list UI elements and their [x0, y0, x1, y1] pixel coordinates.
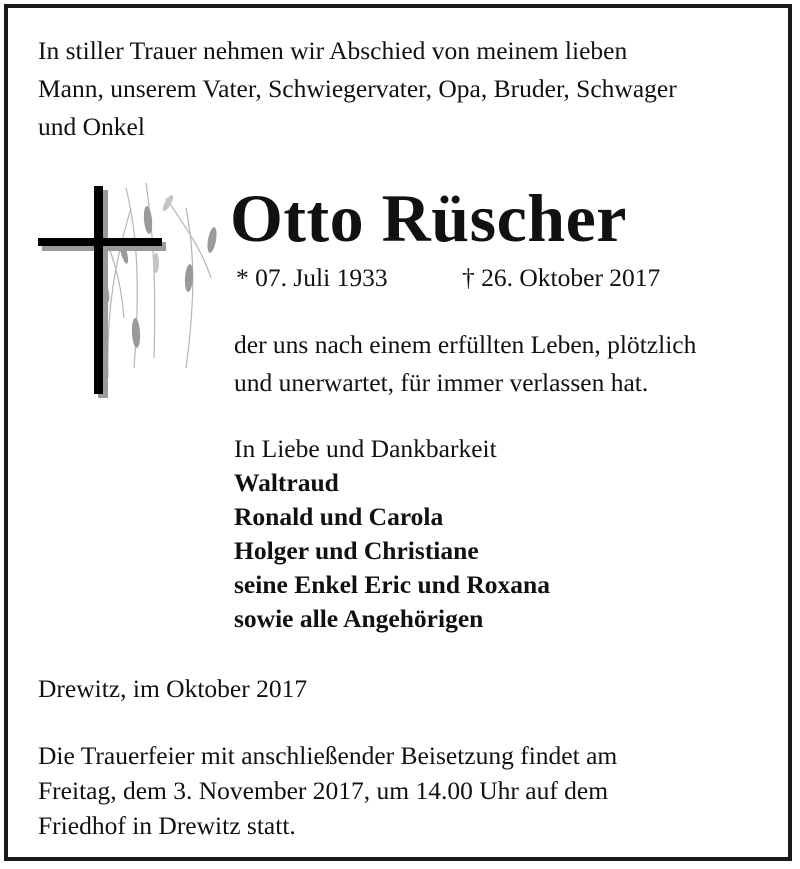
death-date: † 26. Oktober 2017 [462, 263, 661, 292]
cross-emblem [36, 168, 236, 408]
intro-line: Mann, unserem Vater, Schwiegervater, Opa, Bruder, Schwager [38, 74, 677, 103]
life-dates [236, 263, 661, 293]
tribute-text [234, 326, 774, 402]
intro-line: und Onkel [38, 112, 145, 141]
signers-heading: In Liebe und Dankbarkeit [234, 434, 497, 463]
signer-name: Waltraud [234, 468, 339, 497]
signer-name: sowie alle Angehörigen [234, 604, 484, 633]
tribute-line: der uns nach einem erfüllten Leben, plötzlich [234, 330, 697, 359]
funeral-line: Friedhof in Drewitz statt. [38, 811, 296, 840]
funeral-line: Die Trauerfeier mit anschließender Beisetzung findet am [38, 741, 618, 770]
tribute-line: und unerwartet, für immer verlassen hat. [234, 368, 649, 397]
intro-text [38, 32, 774, 146]
signers-block [234, 432, 774, 636]
signer-name: seine Enkel Eric und Roxana [234, 570, 550, 599]
intro-line: In stiller Trauer nehmen wir Abschied von meinem lieben [38, 36, 628, 65]
signer-name: Ronald und Carola [234, 502, 444, 531]
place-date: Drewitz, im Oktober 2017 [38, 674, 308, 703]
obituary-frame [4, 4, 792, 861]
cross-icon [36, 168, 236, 408]
deceased-name: Otto Rüscher [230, 180, 627, 256]
signer-name: Holger und Christiane [234, 536, 479, 565]
funeral-line: Freitag, dem 3. November 2017, um 14.00 Uhr auf dem [38, 776, 609, 805]
funeral-notice [38, 738, 774, 843]
birth-date: * 07. Juli 1933 [236, 263, 388, 292]
